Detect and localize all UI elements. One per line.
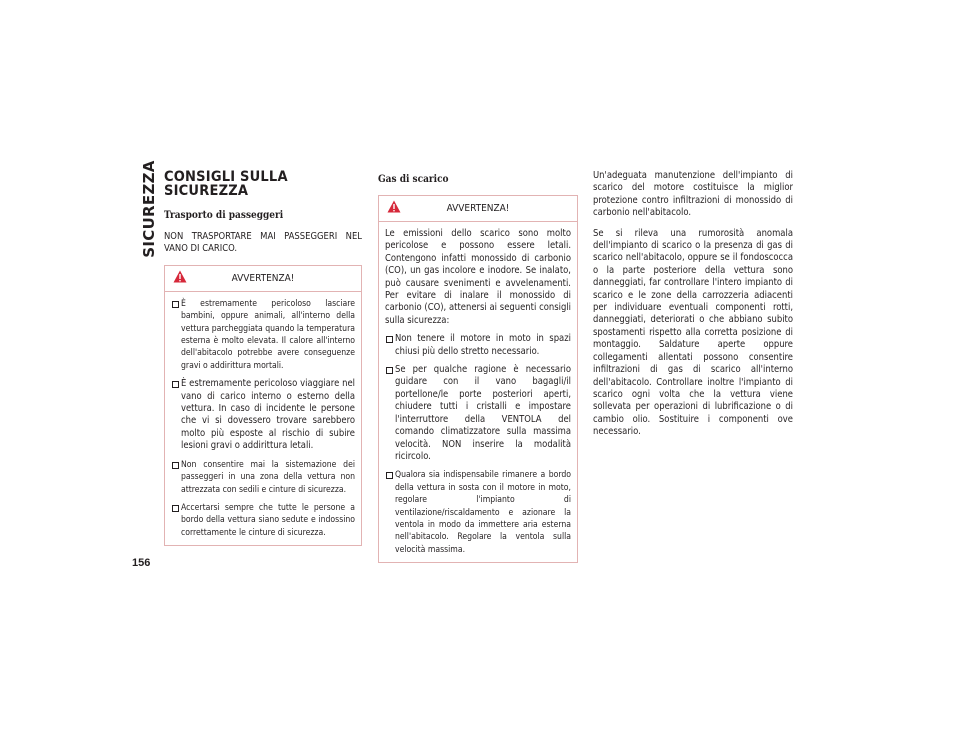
column-2 [378, 170, 578, 563]
section-title: CONSIGLI SULLA SICUREZZA [164, 169, 288, 199]
warning-title: AVVERTENZA! [231, 272, 295, 284]
warning-box-passengers [164, 265, 362, 546]
subtitle-passengers: Trasporto di passeggeri [164, 210, 284, 221]
warning-box-exhaust [378, 195, 578, 563]
body-paragraph: Se si rileva una rumorosità anomala dell'impianto di scarico o la presenza di gas di scarico nell'abitacolo, oppure se il fondoscocca o la parte posteriore della vettura sono danneggiati, far controllare l'intero impianto di scarico e le zone della carrozzeria adiacenti per individuare eventuali componenti rotti, danneggiati, deteriorati o che abbiano subito spostamenti rispetto alla corretta posizione di montaggio. Saldature aperte oppure collegamenti allentati possono consentire infiltrazioni di gas di scarico all'interno dell'abitacolo. Controllare inoltre l'impianto di scarico ogni volta che la vettura viene sollevata per operazioni di lubrificazione o di cambio olio. Sostituire i componenti ove necessario. [593, 227, 793, 438]
warning-body [165, 292, 361, 545]
warning-bullet: Non consentire mai la sistemazione dei passeggeri in una zona della vettura non attrezzata con sedili e cinture di sicurezza. [171, 459, 355, 496]
warning-bullet: È estremamente pericoloso viaggiare nel vano di carico interno o esterno della vettura. In caso di incidente le persone che vi si dovessero trovare sarebbero molto più esposte al rischio di subire lesioni gravi o addirittura letali. [171, 378, 355, 452]
warning-bullet: Qualora sia indispensabile rimanere a bordo della vettura in sosta con il motore in moto, regolare l'impianto di ventilazione/riscaldamento e azionare la ventola in modo da immettere aria esterna nell'abitacolo. Regolare la ventola sulla velocità massima. [385, 469, 571, 556]
warning-triangle-icon [173, 270, 187, 283]
warning-title: AVVERTENZA! [446, 203, 510, 214]
warning-body [379, 222, 577, 562]
subtitle-exhaust: Gas di scarico [378, 174, 449, 185]
warning-header [379, 196, 577, 222]
column-3 [593, 170, 793, 439]
warning-bullet: È estremamente pericoloso lasciare bambini, oppure animali, all'interno della vettura parcheggiata quando la temperatura esterna è molto elevata. Il calore all'interno dell'abitacolo potrebbe avere conseguenze gravi o addirittura mortali. [171, 298, 355, 372]
warning-intro: Le emissioni dello scarico sono molto pericolose e possono essere letali. Contengono infatti monossido di carbonio (CO), un gas incolore e inodore. Se inalato, può causare svenimenti e avvelenamenti. Per evitare di inalare il monossido di carbonio (CO), attenersi ai seguenti consigli sulla sicurezza: [385, 228, 571, 326]
section-tab-label: SICUREZZA [140, 160, 158, 258]
body-paragraph: Un'adeguata manutenzione dell'impianto di scarico del motore costituisce la miglior protezione contro infiltrazioni di monossido di carbonio nell'abitacolo. [593, 170, 793, 219]
warning-bullet: Non tenere il motore in moto in spazi chiusi più dello stretto necessario. [385, 333, 571, 358]
warning-header [165, 266, 361, 292]
warning-bullet: Accertarsi sempre che tutte le persone a bordo della vettura siano sedute e indossino correttamente le cinture di sicurezza. [171, 502, 355, 539]
warning-bullet: Se per qualche ragione è necessario guidare con il vano bagagli/il portellone/le porte posteriori aperti, chiudere tutti i cristalli e impostare l'interruttore della VENTOLA del comando climatizzatore sulla massima velocità. NON inserire la modalità ricircolo. [385, 364, 571, 463]
warning-triangle-icon [387, 200, 401, 213]
page-number: 156 [132, 557, 151, 569]
section-tab [138, 160, 160, 258]
intro-paragraph: NON TRASPORTARE MAI PASSEGGERI NEL VANO DI CARICO. [164, 231, 362, 255]
column-1 [164, 170, 362, 546]
